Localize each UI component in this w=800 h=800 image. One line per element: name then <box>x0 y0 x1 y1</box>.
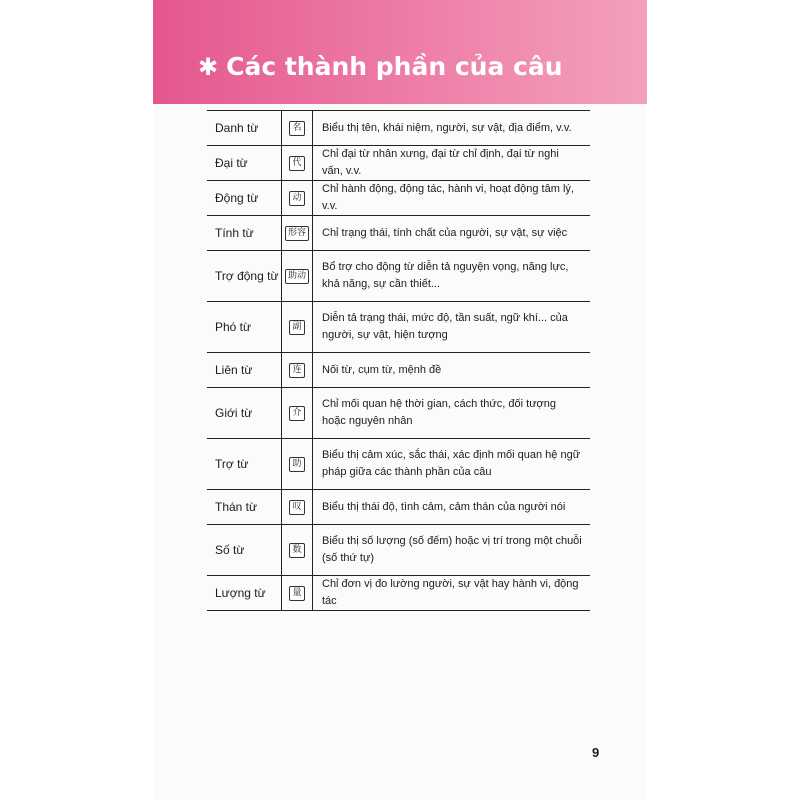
term-description: Biểu thị tên, khái niệm, người, sự vật, địa điểm, v.v. <box>322 121 572 134</box>
term-description: Nối từ, cụm từ, mệnh đề <box>322 363 442 376</box>
abbreviation-badge: 副 <box>289 320 304 335</box>
term-name: Số từ <box>215 543 245 557</box>
term-name: Phó từ <box>215 320 252 334</box>
abbreviation-badge: 数 <box>289 543 304 558</box>
term-name: Động từ <box>215 191 259 205</box>
table-row <box>207 439 590 490</box>
abbreviation-badge: 代 <box>289 156 304 171</box>
abbreviation-badge: 助 <box>289 457 304 472</box>
table-row <box>207 576 590 611</box>
term-name: Lượng từ <box>215 586 266 600</box>
term-name: Danh từ <box>215 121 259 135</box>
term-name: Đại từ <box>215 156 248 170</box>
page-number: 9 <box>592 745 600 760</box>
term-name: Thán từ <box>215 500 258 514</box>
abbreviation-badge: 助动 <box>285 269 309 284</box>
abbreviation-badge: 动 <box>289 191 304 206</box>
abbreviation-badge: 量 <box>289 586 304 601</box>
abbreviation-badge: 名 <box>289 121 304 136</box>
term-name: Trợ từ <box>215 457 249 471</box>
abbreviation-badge: 连 <box>289 363 304 378</box>
term-name: Tính từ <box>215 226 254 240</box>
table-row <box>207 302 590 353</box>
term-description: Chỉ mối quan hệ thời gian, cách thức, đối tượng hoặc nguyên nhân <box>322 398 557 427</box>
term-description: Diễn tả trạng thái, mức độ, tần suất, ngữ khí... của người, sự vật, hiện tượng <box>322 312 568 341</box>
asterisk-icon: ✱ <box>198 53 219 81</box>
parts-of-speech-table <box>207 110 590 611</box>
table-row <box>207 353 590 388</box>
section-title-text: Các thành phần của câu <box>226 52 563 81</box>
table-row <box>207 181 590 216</box>
term-description: Biểu thị cảm xúc, sắc thái, xác định mối quan hệ ngữ pháp giữa các thành phần của câu <box>322 449 581 478</box>
table-row <box>207 490 590 525</box>
term-description: Chỉ hành động, động tác, hành vi, hoạt động tâm lý, v.v. <box>322 183 574 212</box>
table-row <box>207 251 590 302</box>
table-row <box>207 146 590 181</box>
table-row <box>207 388 590 439</box>
table-row <box>207 525 590 576</box>
term-description: Chỉ đại từ nhân xưng, đại từ chỉ định, đại từ nghi vấn, v.v. <box>322 148 559 177</box>
term-name: Trợ động từ <box>215 269 279 283</box>
term-name: Giới từ <box>215 406 253 420</box>
term-description: Chỉ trạng thái, tính chất của người, sự vật, sự việc <box>322 226 568 239</box>
table-row <box>207 216 590 251</box>
abbreviation-badge: 形容 <box>285 226 309 241</box>
term-description: Biểu thị thái độ, tình cảm, cảm thán của người nói <box>322 500 566 513</box>
section-title <box>198 52 563 81</box>
abbreviation-badge: 介 <box>289 406 304 421</box>
term-name: Liên từ <box>215 363 253 377</box>
abbreviation-badge: 叹 <box>289 500 304 515</box>
term-description: Chỉ đơn vị đo lường người, sự vật hay hành vi, động tác <box>322 578 579 607</box>
table-row <box>207 111 590 146</box>
term-description: Bổ trợ cho động từ diễn tả nguyện vọng, năng lực, khả năng, sự cần thiết... <box>322 261 569 290</box>
term-description: Biểu thị số lượng (số đếm) hoặc vị trí trong một chuỗi (số thứ tự) <box>322 535 582 564</box>
